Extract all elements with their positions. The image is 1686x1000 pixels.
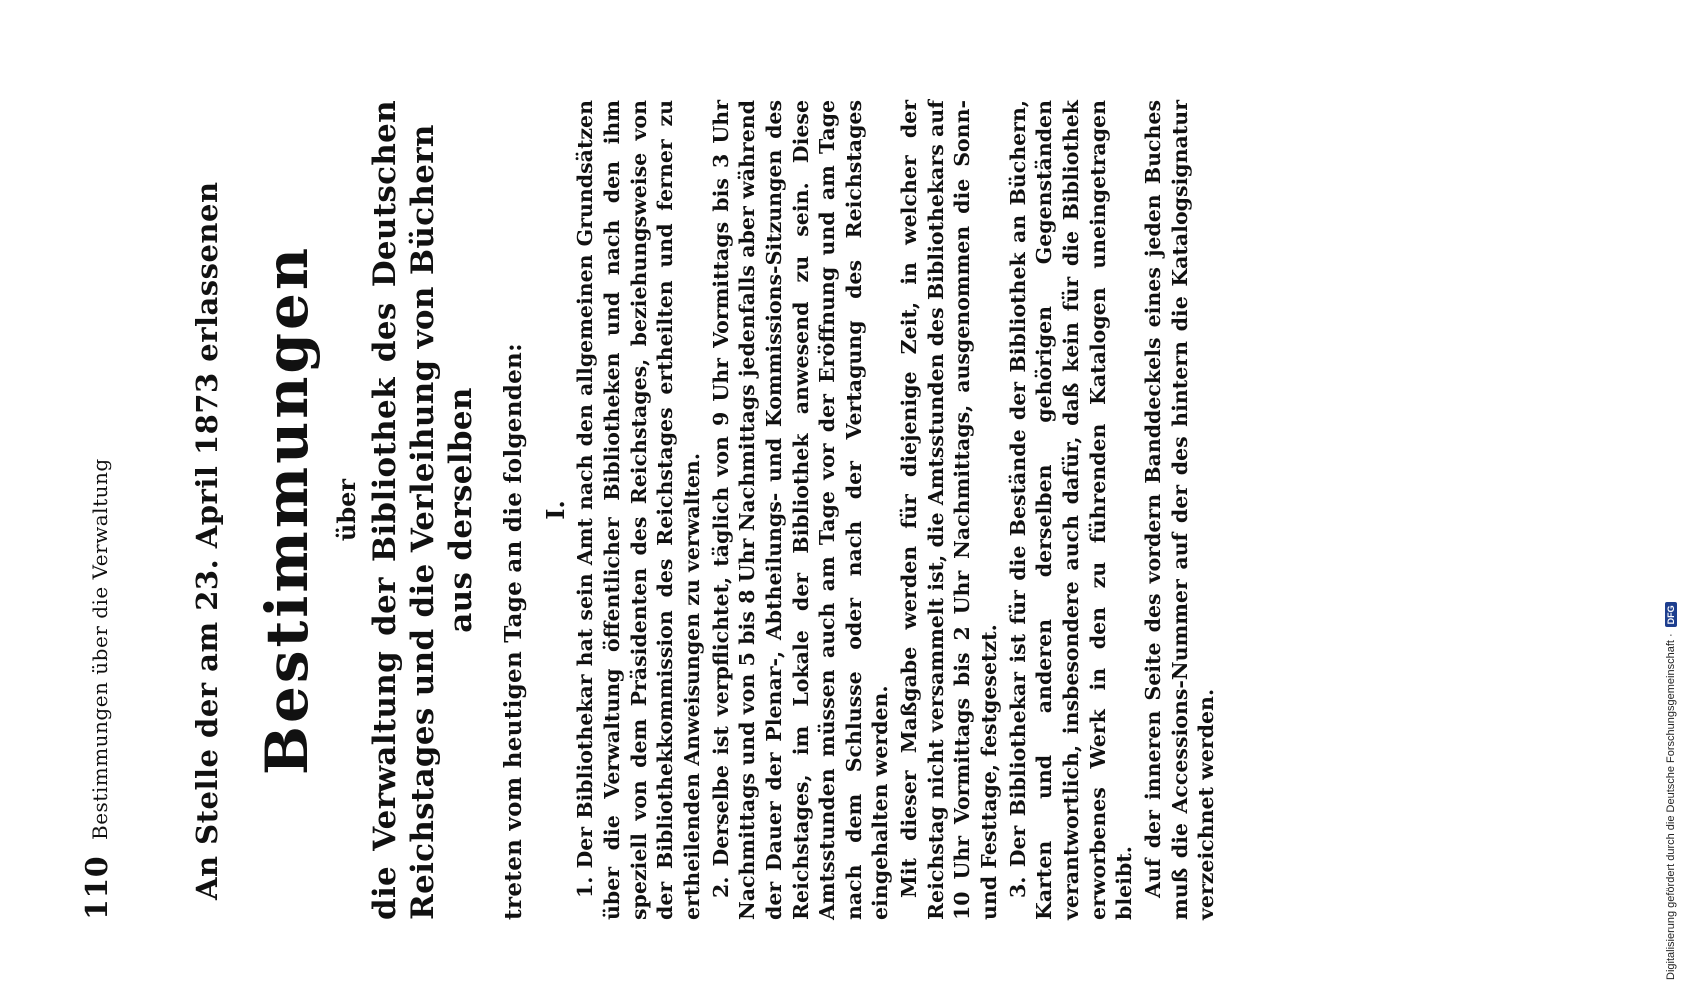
- page-header: [80, 100, 120, 920]
- intro-line: An Stelle der am 23. April 1873 erlassenen: [190, 181, 224, 900]
- subtitle-last: aus derselben: [442, 387, 479, 633]
- subtitle-main: die Verwaltung der Bibliothek des Deutschen Reichstages und die Verleihung von Büchern: [367, 100, 441, 920]
- page-content: [80, 100, 1220, 920]
- section-number: I.: [541, 500, 571, 520]
- title-connector: über: [332, 478, 361, 542]
- credit-rotated: [1662, 20, 1680, 980]
- paragraph-2-continued: Mit dieser Maßgabe werden für diejenige Zeit, in welcher der Reichstag nicht versammelt ist, die Amtsstunden des Bibliothekars auf 10 Uhr Vormittags bis 2 Uhr Nachmittags, ausgenommen die Sonn- und Festtage, festgesetzt.: [897, 100, 1002, 920]
- page-number: 110: [80, 855, 115, 920]
- document-title: Bestimmungen: [253, 244, 321, 776]
- dfg-logo: DFG: [1665, 602, 1677, 627]
- running-head: Bestimmungen über die Verwaltung: [88, 458, 112, 840]
- document-subtitle: [367, 100, 480, 920]
- paragraph-1: 1. Der Bibliothekar hat sein Amt nach den allgemeinen Grundsätzen über die Verwaltung öffentlicher Bibliotheken und nach den ihm speziell von dem Präsidenten des Reichstages, beziehungsweise von der Bibliothekkommission des Reichstages ertheilten und ferner zu ertheilenden Anweisungen zu verwalten.: [573, 100, 704, 920]
- paragraph-3-continued: Auf der inneren Seite des vordern Banddeckels eines jeden Buches muß die Accessions-Nummer auf der des hintern die Katalogsignatur verzeichnet werden.: [1140, 100, 1219, 920]
- paragraph-2: 2. Derselbe ist verpflichtet, täglich von 9 Uhr Vormittags bis 3 Uhr Nachmittags und von 5 bis 8 Uhr Nachmittags jedenfalls aber während der Dauer der Plenar-, Abtheilungs- und Kommissions-Sitzungen des Reichstages, im Lokale der Bibliothek anwesend zu sein. Diese Amtsstunden müssen auch am Tage vor der Eröffnung und am Tage nach dem Schlusse oder nach der Vertagung des Reichstages eingehalten werden.: [708, 100, 893, 920]
- enactment-line: treten vom heutigen Tage an die folgenden:: [500, 343, 528, 920]
- credit-text: Digitalisierung gefördert durch die Deutsche Forschungsgemeinschaft ·: [1665, 633, 1677, 980]
- paragraph-3: 3. Der Bibliothekar ist für die Bestände der Bibliothek an Büchern, Karten und anderen derselben gehörigen Gegenständen verantwortlich, insbesondere auch dafür, daß kein für die Bibliothek erworbenes Werk in den zu führenden Katalogen uneingetragen bleibt.: [1005, 100, 1137, 920]
- digitization-credit: [1662, 20, 1680, 980]
